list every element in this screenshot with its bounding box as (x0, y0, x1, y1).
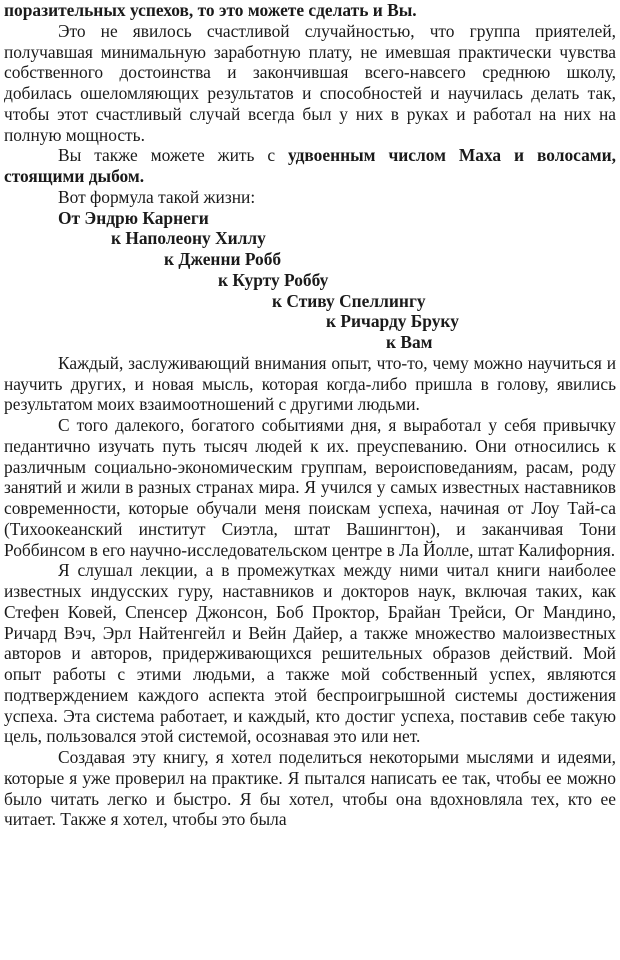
formula-step: к Стиву Спеллингу (272, 290, 426, 311)
paragraph-text: Вы также можете жить с (58, 145, 288, 166)
formula-step: От Эндрю Карнеги (58, 207, 209, 228)
paragraph-p4 (4, 353, 616, 415)
formula-step: к Курту Роббу (218, 269, 329, 290)
paragraph-text: Каждый, заслуживающий внимания опыт, что-то, чему можно научиться и научить других, и новая мысль, которая когда-либо пришла в голову, явились результатом моих взаимоотношений с другими людьми. (4, 352, 616, 415)
paragraph-p1 (4, 21, 616, 146)
paragraph-p6 (4, 560, 616, 747)
formula-step: к Вам (386, 332, 433, 352)
bold-text: поразительных успехов, то это можете сделать и Вы. (4, 0, 417, 20)
bold-text: удвоенным числом Маха и волосами, стоящими дыбом. (4, 145, 616, 186)
paragraph-text: Создавая эту книгу, я хотел поделиться некоторыми мыслями и идеями, которые я уже проверил на практике. Я пытался написать ее так, чтобы ее можно было читать легко и быстро. Я бы хотел, чтобы она вдохновляла тех, кто ее читает. Также я хотел, чтобы это была (4, 747, 616, 830)
paragraph-text: Вот формула такой жизни: (58, 186, 256, 207)
mentor-formula (4, 208, 616, 353)
paragraph-p7 (4, 747, 616, 830)
paragraph-text: Это не явилось счастливой случайностью, что группа приятелей, получавшая минимальную заработную плату, не имевшая практически чувства собственного достоинства и закончившая всего-навсего среднюю школу, добилась ошеломляющих результатов и способностей и научилась делать так, чтобы этот счастливый случай всегда был у них в руках и работал на них на полную мощность. (4, 20, 616, 145)
formula-step: к Дженни Робб (164, 249, 282, 269)
paragraph-p3 (4, 187, 616, 208)
paragraph-p0 (4, 0, 616, 21)
paragraph-p5 (4, 415, 616, 560)
paragraph-text: С того далекого, богатого событиями дня, я выработал у себя привычку педантично изучать путь тысяч людей к их. преуспеванию. Они относились к различным социально-экономическим группам, вероисповеданиям, расам, роду занятий и жили в разных странах мира. Я учился у самых известных наставников современности, которые обучали меня поискам успеха, начиная от Лоу Тай-са (Тихоокеанский институт Сиэтла, штат Вашингтон), и заканчивая Тони Роббинсом в его научно-исследовательском центре в Ла Йолле, штат Калифорния. (4, 415, 616, 560)
book-page (4, 0, 616, 960)
formula-step: к Наполеону Хиллу (111, 228, 266, 249)
formula-step: к Ричарду Бруку (326, 311, 459, 332)
paragraph-text: Я слушал лекции, а в промежутках между ними читал книги наиболее известных индусских гуру, наставников и докторов наук, включая таких, как Стефен Ковей, Спенсер Джонсон, Боб Проктор, Брайан Трейси, Ог Мандино, Ричард Вэч, Эрл Найтенгейл и Вейн Дайер, а также множество малоизвестных авторов и авторов, придерживающихся решительных образов действий. Мой опыт работы с этими людьми, а также мой собственный успех, являются подтверждением каждого аспекта этой беспроигрышной системы достижения успеха. Эта система работает, и каждый, кто достиг успеха, поставив себе такую цель, пользовался этой системой, осознавая это или нет. (4, 560, 616, 747)
paragraph-p2 (4, 145, 616, 187)
